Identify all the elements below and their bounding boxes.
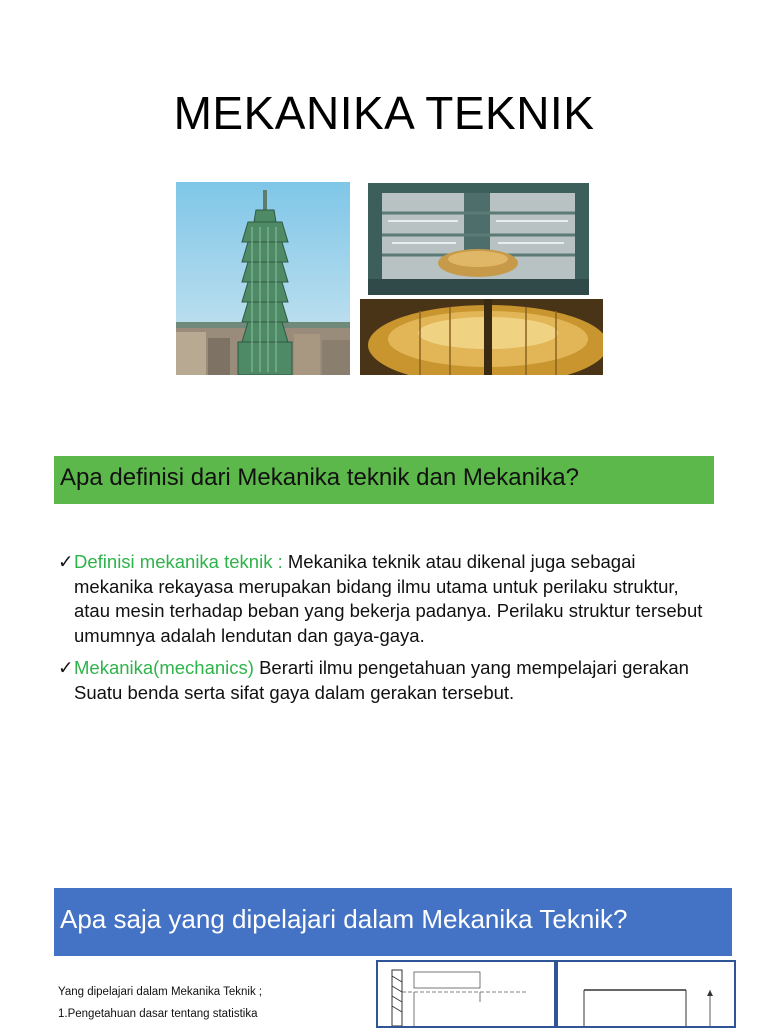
section1-heading: Apa definisi dari Mekanika teknik dan Mekanika? bbox=[60, 464, 579, 491]
list-item bbox=[58, 656, 718, 705]
section1-heading-bar bbox=[54, 456, 714, 504]
section2-intro: Yang dipelajari dalam Mekanika Teknik ; bbox=[58, 986, 263, 998]
bullet-text: Mekanika teknik atau dikenal juga sebagai mekanika rekayasa merupakan bidang ilmu utama untuk perilaku struktur, atau mesin terhadap beban yang bekerja padanya. Perilaku struktur tersebut umumnya adalah lendutan dan gaya-gaya. bbox=[74, 551, 703, 646]
section2-heading: Apa saja yang dipelajari dalam Mekanika Teknik? bbox=[60, 904, 628, 934]
page-title: MEKANIKA TEKNIK bbox=[173, 87, 595, 139]
section2-heading-bar bbox=[54, 888, 732, 956]
definition-list bbox=[58, 550, 718, 713]
beam-diagram-left bbox=[376, 960, 556, 1028]
sphere-photo bbox=[360, 299, 603, 375]
checkmark-icon: ✓ bbox=[58, 657, 74, 678]
section2-item: 1.Pengetahuan dasar tentang statistika bbox=[58, 1008, 258, 1020]
structure-photo bbox=[368, 183, 589, 295]
tower-photo bbox=[176, 182, 350, 375]
checkmark-icon: ✓ bbox=[58, 551, 74, 572]
bullet-lead: Definisi mekanika teknik : bbox=[74, 551, 288, 572]
bullet-text: Berarti ilmu pengetahuan yang mempelajari gerakan Suatu benda serta sifat gaya dalam gerakan tersebut. bbox=[74, 657, 689, 703]
list-item bbox=[58, 550, 718, 648]
bullet-lead: Mekanika(mechanics) bbox=[74, 657, 260, 678]
beam-diagram-right bbox=[556, 960, 736, 1028]
